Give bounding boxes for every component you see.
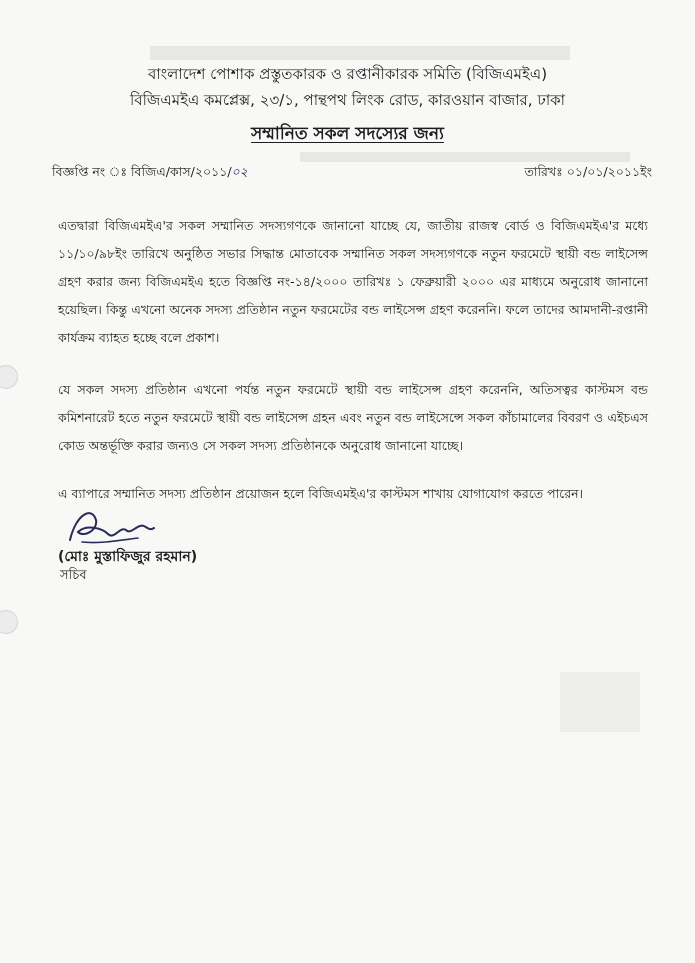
notice-number-label: বিজ্ঞপ্তি নং ঃ bbox=[52, 164, 127, 179]
show-through-mark bbox=[150, 46, 570, 60]
letterhead bbox=[0, 62, 695, 112]
punch-hole-top bbox=[0, 365, 18, 389]
punch-hole-bottom bbox=[0, 610, 18, 634]
body-paragraph-3: এ ব্যাপারে সম্মানিত সদস্য প্রতিষ্ঠান প্রয়োজন হলে বিজিএমইএ'র কাস্টমস শাখায় যোগাযোগ করতে পারেন। bbox=[58, 486, 584, 501]
notice-number bbox=[52, 164, 248, 184]
notice-number-handwritten: ০২ bbox=[231, 164, 248, 179]
body-paragraph-2: যে সকল সদস্য প্রতিষ্ঠান এখনো পর্যন্ত নতুন ফরমেটে স্থায়ী বন্ড লাইসেন্স গ্রহণ করেননি, অতিসত্বর কাস্টমস বন্ড কমিশনারেট হতে নতুন ফরমেটে স্থায়ী বন্ড লাইসেন্স গ্রহন এবং নতুন বন্ড লাইসেন্সে সকল কাঁচামালের বিবরণ ও এইচএস কোড অন্তর্ভূক্তি করার জন্যও সে সকল সদস্য প্রতিষ্ঠানকে অনুরোধ জানানো যাচ্ছে। bbox=[58, 382, 648, 453]
subject-text: সম্মানিত সকল সদস্যের জন্য bbox=[251, 124, 444, 144]
handwritten-signature bbox=[62, 504, 192, 550]
organization-address: বিজিএমইএ কমপ্লেক্স, ২৩/১, পান্থপথ লিংক রোড, কারওয়ান বাজার, ঢাকা bbox=[129, 91, 566, 109]
signatory-name: (মোঃ মুস্তাফিজুর রহমান) bbox=[58, 549, 198, 565]
signatory-title: সচিব bbox=[60, 568, 87, 583]
show-through-mark bbox=[300, 152, 630, 162]
show-through-mark bbox=[560, 672, 640, 732]
notice-subject bbox=[0, 121, 695, 149]
organization-name: বাংলাদেশ পোশাক প্রস্তুতকারক ও রপ্তানীকারক সমিতি (বিজিএমইএ) bbox=[147, 65, 548, 83]
body-paragraph-1: এতদ্বারা বিজিএমইএ'র সকল সম্মানিত সদস্যগণকে জানানো যাচ্ছে যে, জাতীয় রাজস্ব বোর্ড ও বিজিএমইএ'র মধ্যে ১১/১০/৯৮ইং তারিখে অনুষ্ঠিত সভার সিদ্ধান্ত মোতাবেক সম্মানিত সকল সদস্যগণকে নতুন ফরমেটে স্থায়ী বন্ড লাইসেন্স গ্রহণ করার জন্য বিজিএমইএ হতে বিজ্ঞপ্তি নং-১৪/২০০০ তারিখঃ ১ ফেব্রুয়ারী ২০০০ এর মাধ্যমে অনুরোধ জানানো হয়েছিল। কিন্তু এখনো অনেক সদস্য প্রতিষ্ঠান নতুন ফরমেটের বন্ড লাইসেন্স গ্রহণ করেননি। ফলে তাদের আমদানী-রপ্তানী কার্যক্রম ব্যাহত হচ্ছে বলে প্রকাশ। bbox=[58, 218, 648, 345]
notice-date: তারিখঃ ০১/০১/২০১১ইং bbox=[524, 164, 652, 179]
notice-number-value: বিজিএ/কাস/২০১১/ bbox=[130, 164, 232, 179]
